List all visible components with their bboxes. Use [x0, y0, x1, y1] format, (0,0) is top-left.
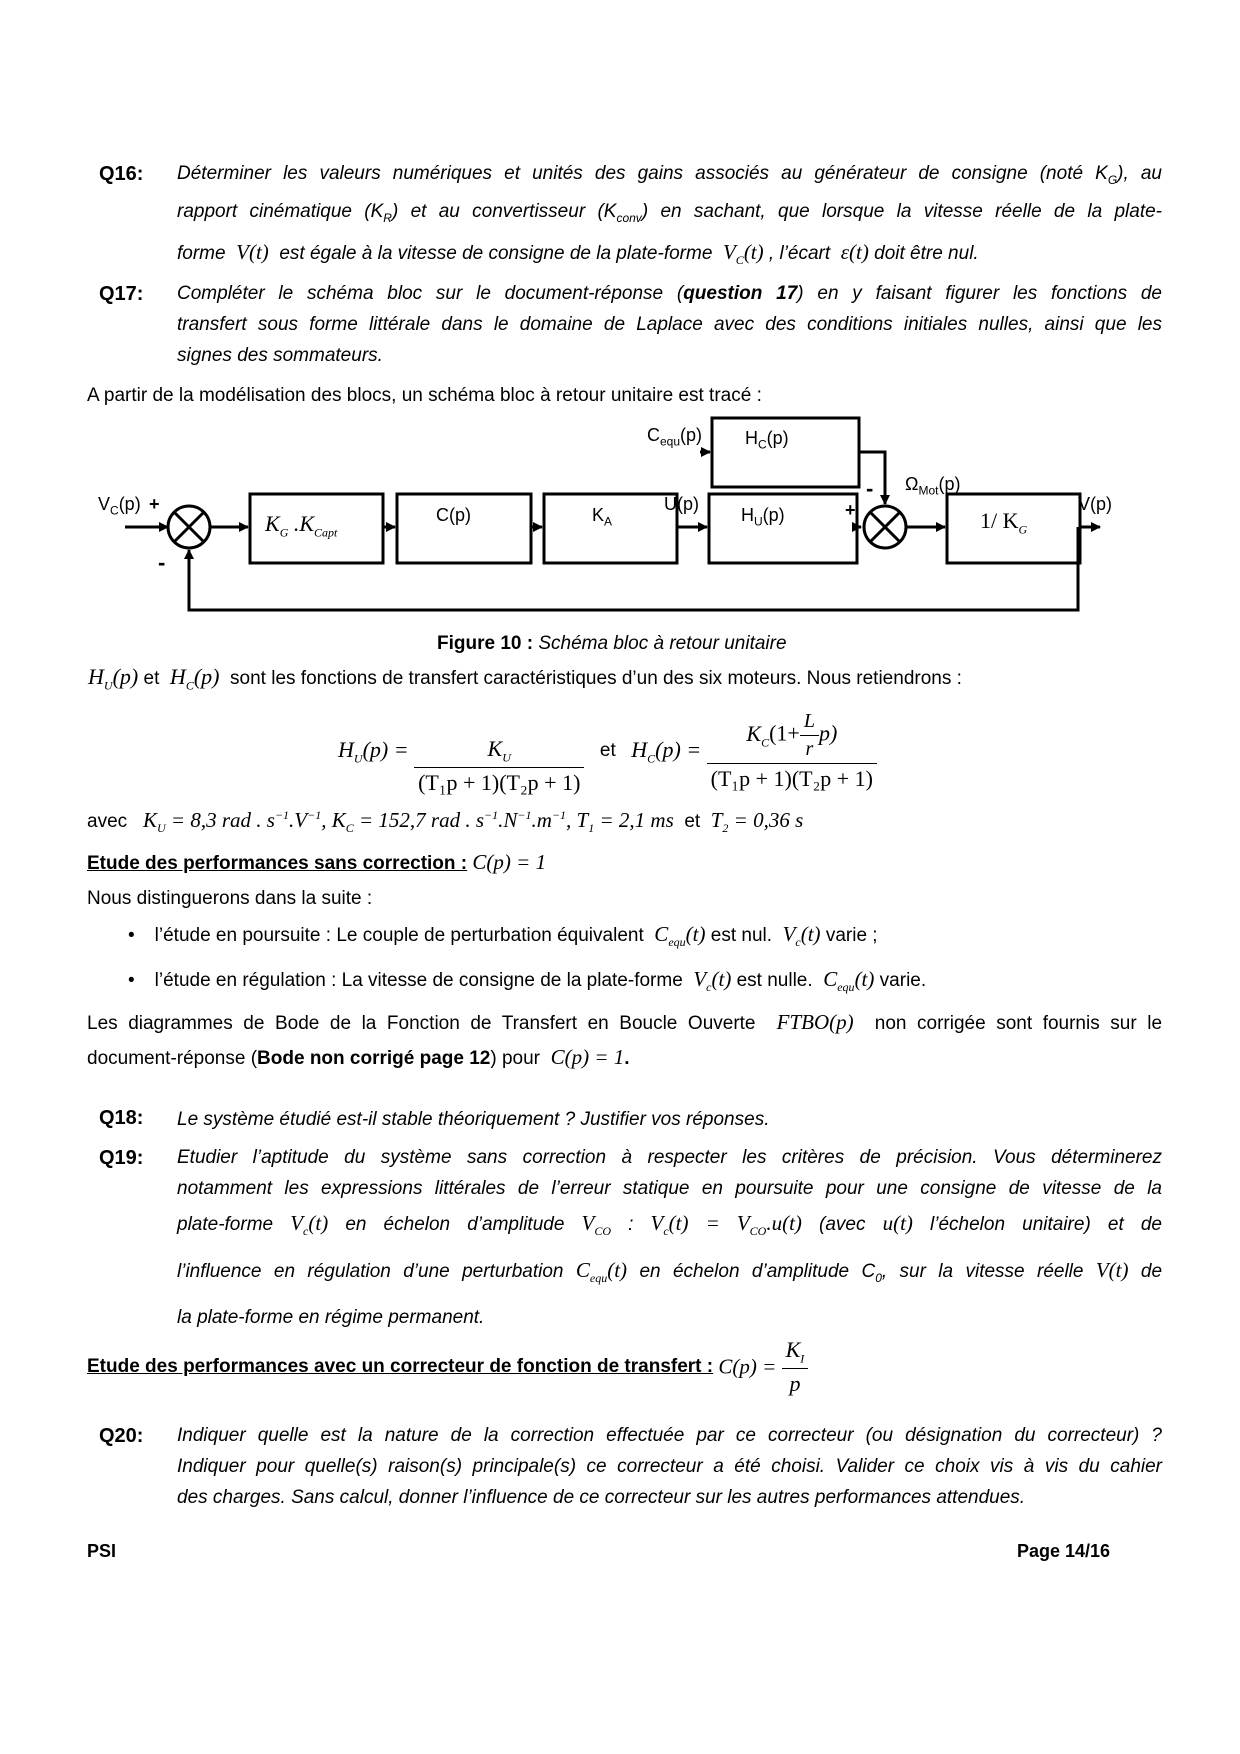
- label-kg-kcapt: $K_G$ $.K_{Capt}$: [265, 511, 338, 540]
- params-line: avec $K_U = 8,3$ rad . $s^{-1}.V^{-1}$, $K_C = 152,7$ rad . $s^{-1}.N^{-1}.m^{-1}$, $T_1 = 2,1$ ms et $T_2 = 0,36$ s: [87, 808, 804, 836]
- q18-label: Q18:: [99, 1107, 144, 1129]
- section1-formula: C(p) = 1: [472, 850, 547, 874]
- intro-text: A partir de la modélisation des blocs, un schéma bloc à retour unitaire est tracé :: [87, 385, 762, 406]
- eq-hu-frac: $\frac{K_U}{\text{(T₁p + 1)(T₂p + 1)}}$: [414, 736, 584, 796]
- summer1-minus: -: [158, 550, 166, 575]
- label-vp-output: V(p): [1078, 494, 1113, 514]
- label-inv-kg: 1/ $K_G$: [980, 508, 1028, 537]
- figure-caption: [437, 633, 787, 655]
- bullet-item: • l’étude en poursuite : Le couple de perturbation équivalent $C_{equ}(t)$ est nul. $V_c(t)$ varie ;: [128, 922, 878, 950]
- section2-frac: $\frac{K_I}{p}$: [782, 1337, 809, 1397]
- q19-text: Etudier l’aptitude du système sans correction à respecter les critères de précision. Vous déterminerez notamment les expressions littérales de l’erreur statique en poursuite pour une consigne de vitesse de la plate-forme $V_c(t)$ en échelon d’amplitude $V_{CO}$ : $V_c(t) = V_{CO}.u(t)$ (avec u(t) l’échelon unitaire) et de l’influence en régulation d’une perturbation $C_{equ}(t)$ en échelon d’amplitude $C_0$, sur la vitesse réelle V(t) de la plate-forme en régime permanent.: [177, 1147, 1163, 1329]
- eq-hc-lhs: $H_C(p)$ =: [631, 736, 702, 765]
- summer2-plus: +: [845, 500, 856, 520]
- q18-text: Le système étudié est-il stable théoriquement ? Justifier vos réponses.: [177, 1109, 770, 1130]
- section2-lhs: C(p) =: [718, 1354, 777, 1379]
- q17-text-1a: Compléter le schéma bloc sur le document-réponse (: [177, 283, 684, 304]
- q17-text-1b: ) en y faisant figurer les fonctions de: [797, 283, 1162, 304]
- figure-caption-text: Schéma bloc à retour unitaire: [538, 633, 787, 654]
- block-diagram: [0, 405, 1240, 625]
- distinguish-text: Nous distinguerons dans la suite :: [87, 888, 373, 909]
- q20-text: Indiquer quelle est la nature de la correction effectuée par ce correcteur (ou désignation du correcteur) ? Indiquer pour quelle(s) raison(s) principale(s) ce correcteur a été choisi. Valider ce choix vis à vis du cahier des charges. Sans calcul, donner l’influence de ce correcteur sur les autres performances attendues.: [177, 1425, 1162, 1508]
- label-cequ: $C_{equ}(p)$: [647, 425, 703, 449]
- q16-math-eps: ε(t): [840, 239, 869, 264]
- q17-bold: question 17: [683, 283, 798, 304]
- q16-math-vt: V(t): [236, 239, 269, 264]
- q16-text: [177, 158, 1162, 276]
- q16-text-3b: est égale à la vitesse de consigne de la plate-forme: [279, 242, 713, 264]
- section2-heading: [87, 1337, 808, 1397]
- q16-text-2b: ) et au convertisseur (K: [391, 200, 617, 222]
- tf-intro: $H_U(p)$ et $H_C(p)$ sont les fonctions de transfert caractéristiques d’un des six moteurs. Nous retiendrons :: [88, 664, 962, 693]
- equations: [338, 706, 877, 796]
- footer-page-number: Page 14/16: [1017, 1541, 1111, 1561]
- q20-label: Q20:: [99, 1425, 144, 1447]
- eq-hu-lhs: $H_U(p)$ =: [338, 736, 409, 765]
- bullet-item: • l’étude en régulation : La vitesse de consigne de la plate-forme $V_c(t)$ est nulle. $C_{equ}(t)$ varie.: [128, 967, 927, 995]
- label-up: U(p): [664, 494, 699, 514]
- label-hc: $H_C(p)$: [745, 428, 789, 452]
- q16-text-3c: , l’écart: [768, 242, 831, 264]
- q17-text-2: transfert sous forme littérale dans le domaine de Laplace avec des conditions initiales nulles, ainsi que les: [177, 314, 1162, 335]
- q16-text-1a: Déterminer les valeurs numériques et unités des gains associés au générateur de consigne (noté K: [177, 163, 1108, 184]
- label-vc-input: $V_C(p)$: [98, 494, 141, 518]
- eq-hc-frac: $K_C(1+$ $\frac{L}{r}$ p) (T₁p + 1)(T₂p + 1): [707, 710, 877, 792]
- label-omega-mot: $\Omega_{Mot}(p)$: [905, 474, 961, 498]
- q16-text-1b: ), au: [1117, 163, 1162, 184]
- section1-heading: [87, 850, 546, 875]
- q19-label: Q19:: [99, 1147, 144, 1169]
- label-cp: C(p): [436, 505, 471, 525]
- summer2-minus: -: [866, 476, 874, 501]
- q16-sub-r: R: [383, 210, 392, 225]
- figure-label: Figure 10 :: [437, 633, 534, 654]
- q16-math-vct: $V_C(t)$: [722, 239, 764, 267]
- q17-label: Q17:: [99, 283, 144, 305]
- label-ka: $K_A$: [592, 505, 613, 529]
- q16-text-2c: ) en sachant, que lorsque la vitesse réelle de la plate-: [641, 200, 1162, 222]
- eq-et: et: [599, 740, 616, 762]
- q17-text-3: signes des sommateurs.: [177, 345, 383, 366]
- section1-title: Etude des performances sans correction :: [87, 853, 468, 874]
- q16-text-2a: rapport cinématique (K: [177, 200, 384, 222]
- q16-label: Q16:: [99, 163, 144, 185]
- q16-sub-conv: conv: [616, 210, 642, 225]
- q16-sub-g: G: [1107, 172, 1118, 187]
- footer-left: PSI: [87, 1541, 117, 1561]
- q16-text-3d: doit être nul.: [874, 242, 979, 264]
- section2-title: Etude des performances avec un correcteur de fonction de transfert :: [87, 1356, 714, 1378]
- q16-text-3a: forme: [177, 242, 226, 264]
- label-hu: $H_U(p)$: [741, 505, 785, 529]
- summer1-plus: +: [149, 494, 160, 514]
- bode-paragraph: Les diagrammes de Bode de la Fonction de Transfert en Boucle Ouverte FTBO(p) non corrigée sont fournis sur le document-réponse (Bode non corrigé page 12) pour C(p) = 1.: [87, 1010, 1163, 1069]
- q17-text: [177, 278, 1162, 371]
